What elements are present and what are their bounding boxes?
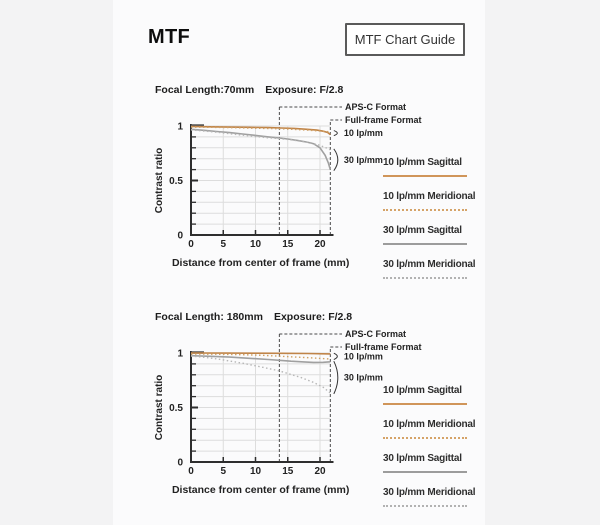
chart2-focal-length: Focal Length: 180mm — [155, 311, 263, 323]
svg-text:10 lp/mm: 10 lp/mm — [343, 351, 383, 362]
svg-text:30 lp/mm: 30 lp/mm — [343, 154, 383, 165]
legend-item-label: 10 lp/mm Meridional — [383, 419, 476, 430]
svg-text:5: 5 — [220, 466, 227, 477]
svg-text:30 lp/mm: 30 lp/mm — [343, 372, 383, 383]
legend-item-label: 10 lp/mm Sagittal — [383, 157, 462, 168]
legend-item-label: 30 lp/mm Meridional — [383, 259, 476, 270]
legend-item-label: 10 lp/mm Meridional — [383, 191, 476, 202]
curve-30-lp-mm-meridional — [191, 130, 330, 150]
legend-item — [383, 453, 467, 473]
chart1-focal-length: Focal Length:70mm — [155, 84, 255, 96]
tick-labels — [169, 349, 326, 478]
legend-item-label: 30 lp/mm Sagittal — [383, 225, 462, 236]
svg-text:0.5: 0.5 — [169, 176, 183, 187]
legend-item — [383, 259, 476, 279]
svg-text:Full-frame Format: Full-frame Format — [345, 342, 422, 352]
svg-text:10: 10 — [249, 466, 262, 477]
legend-item — [383, 385, 467, 405]
legend-item — [383, 225, 467, 245]
svg-text:20: 20 — [314, 239, 326, 250]
legend-item — [383, 487, 476, 507]
svg-text:0: 0 — [188, 239, 194, 250]
chart1-exposure: Exposure: F/2.8 — [265, 84, 344, 96]
svg-text:APS-C Format: APS-C Format — [345, 329, 407, 339]
svg-text:1: 1 — [177, 121, 183, 133]
y-axis-label: Contrast ratio — [154, 147, 165, 214]
y-axis-label: Contrast ratio — [154, 374, 165, 441]
svg-text:20: 20 — [314, 466, 326, 477]
mtf-curves — [191, 353, 330, 393]
svg-text:APS-C Format: APS-C Format — [345, 102, 407, 112]
legend-item-label: 30 lp/mm Meridional — [383, 487, 476, 498]
svg-text:0: 0 — [177, 457, 183, 469]
legend-item — [383, 191, 476, 211]
legend-item-label: 30 lp/mm Sagittal — [383, 453, 462, 464]
legend-item-label: 10 lp/mm Sagittal — [383, 385, 462, 396]
svg-text:1: 1 — [177, 348, 183, 360]
svg-text:0: 0 — [188, 466, 194, 477]
gridlines — [191, 353, 330, 462]
svg-text:10: 10 — [249, 239, 262, 250]
axes — [191, 124, 334, 235]
curve-30-lp-mm-sagittal — [191, 129, 330, 169]
x-axis-label: Distance from center of frame (mm) — [171, 257, 350, 269]
svg-text:5: 5 — [220, 239, 227, 250]
legend-item — [383, 157, 467, 177]
svg-text:Full-frame Format: Full-frame Format — [345, 115, 422, 125]
page-title: MTF — [148, 26, 190, 48]
svg-text:0: 0 — [177, 230, 183, 242]
mtf-chart-guide-button[interactable]: MTF Chart Guide — [345, 23, 465, 56]
chart2-exposure: Exposure: F/2.8 — [273, 311, 353, 323]
svg-text:15: 15 — [282, 239, 294, 250]
svg-text:0.5: 0.5 — [169, 403, 183, 414]
legend-180mm — [383, 385, 476, 521]
curve-30-lp-mm-sagittal — [191, 356, 330, 363]
x-axis-label: Distance from center of frame (mm) — [171, 484, 350, 496]
svg-text:10 lp/mm: 10 lp/mm — [343, 128, 383, 139]
legend-item — [383, 419, 476, 439]
legend-70mm — [383, 157, 476, 293]
svg-text:15: 15 — [282, 466, 294, 477]
